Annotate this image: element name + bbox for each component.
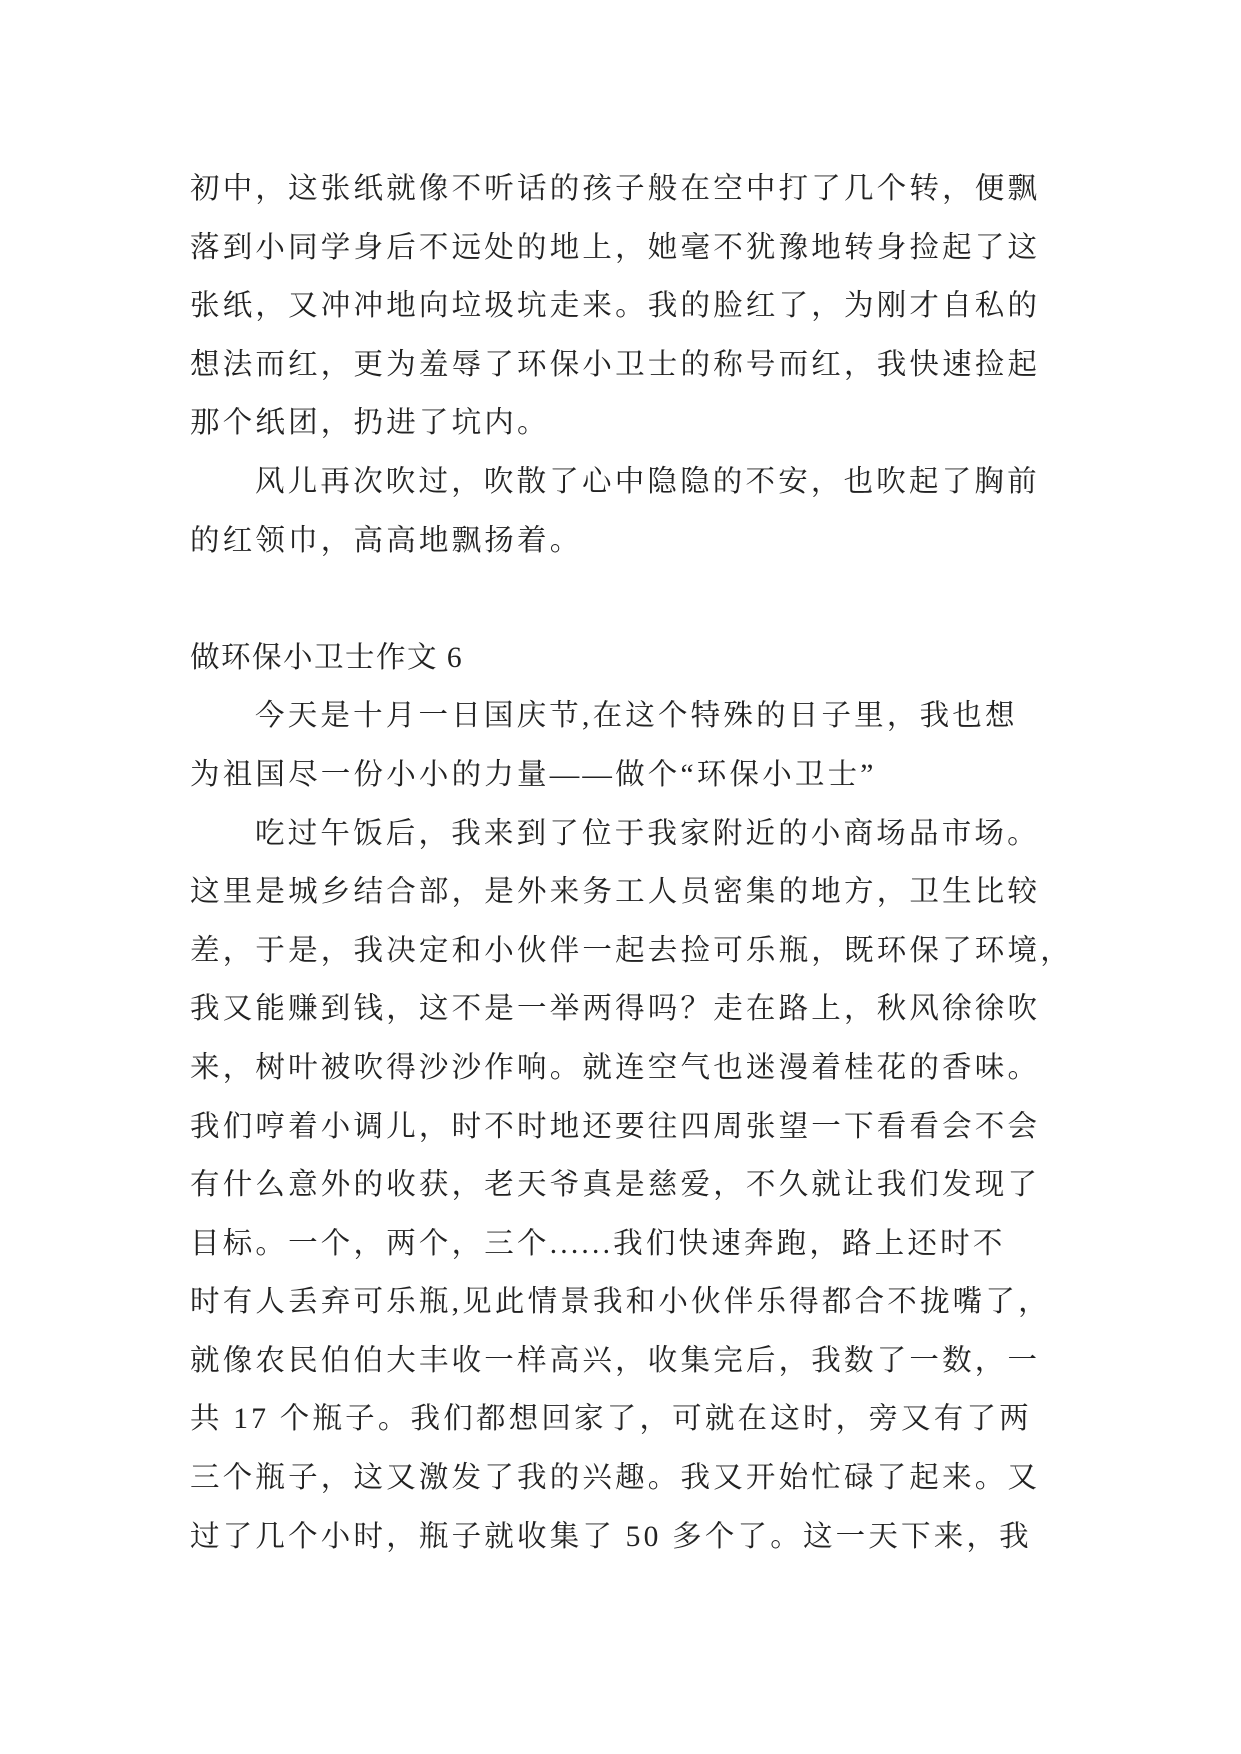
text-line: 三个瓶子，这又激发了我的兴趣。我又开始忙碌了起来。又	[190, 1462, 1041, 1495]
text-line: 的红领巾，高高地飘扬着。	[190, 524, 583, 557]
text-line: 来，树叶被吹得沙沙作响。就连空气也迷漫着桂花的香味。	[190, 1051, 1041, 1084]
paragraph	[190, 805, 1073, 1567]
text-line: 那个纸团，扔进了坑内。	[190, 407, 550, 440]
text-line: 为祖国尽一份小小的力量——做个“环保小卫士”	[190, 758, 877, 791]
text-line: 落到小同学身后不远处的地上，她毫不犹豫地转身捡起了这	[190, 231, 1041, 264]
text-line: 我们哼着小调儿，时不时地还要往四周张望一下看看会不会	[190, 1110, 1041, 1143]
text-line: 共 17 个瓶子。我们都想回家了，可就在这时，旁又有了两	[190, 1403, 1032, 1436]
text-line: 就像农民伯伯大丰收一样高兴，收集完后，我数了一数，一	[190, 1344, 1041, 1377]
text-line: 这里是城乡结合部，是外来务工人员密集的地方，卫生比较	[190, 876, 1041, 909]
paragraph	[190, 453, 1056, 570]
text-line: 今天是十月一日国庆节,在这个特殊的日子里，我也想	[255, 700, 1018, 733]
paragraph	[190, 687, 1056, 804]
text-line: 时有人丢弃可乐瓶,见此情景我和小伙伴乐得都合不拢嘴了，	[190, 1286, 1051, 1319]
text-line: 张纸，又冲冲地向垃圾坑走来。我的脸红了，为刚才自私的	[190, 290, 1041, 323]
text-line: 初中，这张纸就像不听话的孩子般在空中打了几个转，便飘	[190, 173, 1041, 205]
paragraph	[190, 160, 1056, 453]
blank-line	[190, 570, 1056, 629]
section-title: 做环保小卫士作文 6	[190, 641, 464, 674]
text-line: 风儿再次吹过，吹散了心中隐隐的不安，也吹起了胸前	[255, 465, 1040, 498]
text-line: 吃过午饭后，我来到了位于我家附近的小商场品市场。	[255, 817, 1040, 850]
text-line: 我又能赚到钱，这不是一举两得吗？走在路上，秋风徐徐吹	[190, 993, 1041, 1026]
text-line: 目标。一个，两个，三个......我们快速奔跑，路上还时不	[190, 1227, 1006, 1260]
text-line: 想法而红，更为羞辱了环保小卫士的称号而红，我快速捡起	[190, 348, 1041, 381]
document-page	[190, 160, 1073, 1566]
text-line: 过了几个小时，瓶子就收集了 50 多个了。这一天下来，我	[190, 1520, 1032, 1553]
text-line: 差，于是，我决定和小伙伴一起去捡可乐瓶，既环保了环境，	[190, 934, 1073, 967]
text-line: 有什么意外的收获，老天爷真是慈爱，不久就让我们发现了	[190, 1169, 1041, 1202]
